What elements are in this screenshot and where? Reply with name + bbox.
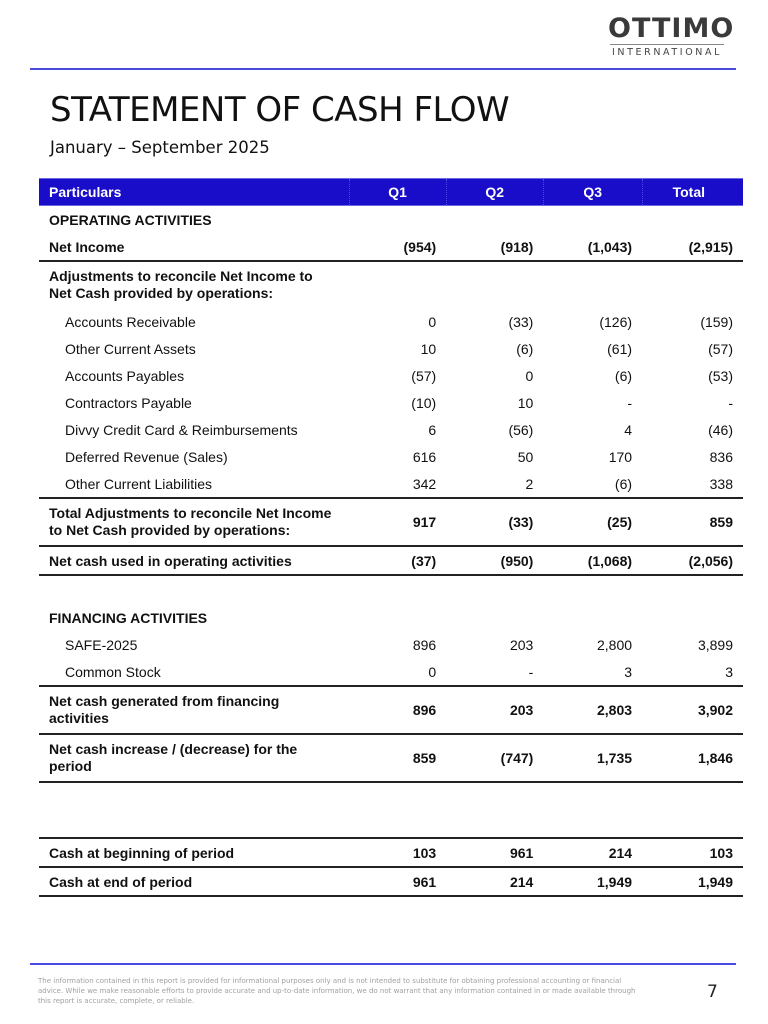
table-row-net-change (39, 734, 743, 782)
cell-q1: (37) (349, 546, 446, 575)
logo-subtitle: INTERNATIONAL (612, 47, 722, 58)
cell-total: (53) (708, 367, 733, 384)
cell-q2: 203 (446, 686, 543, 734)
cell-q2: (33) (446, 498, 543, 546)
column-header-q3: Q3 (543, 179, 642, 206)
cell-total: 859 (642, 498, 743, 546)
cell-total: (2,056) (642, 546, 743, 575)
row-label: Other Current Assets (65, 340, 196, 357)
spacer-row (39, 782, 743, 838)
table-row (39, 389, 743, 416)
section-label: OPERATING ACTIVITIES (49, 211, 212, 228)
page-subtitle: January – September 2025 (50, 138, 270, 157)
cell-total: 3 (642, 658, 743, 686)
cell-q3: 214 (543, 838, 642, 867)
cell-total: - (728, 394, 733, 411)
cell-q3: - (627, 394, 633, 411)
cell-q1: 896 (349, 686, 446, 734)
cell-q2: (33) (508, 313, 534, 330)
cell-q1: 6 (428, 421, 437, 438)
footer-disclaimer: The information contained in this report is provided for informational purposes only and is not intended to substitute for obtaining professional accounting or financial advice. While we make reasonable efforts to provide accurate and up-to-date information, we do not warrant that any information contained in or made available through this report is accurate, complete, or reliable. (38, 977, 636, 1005)
cell-q2: 10 (517, 394, 534, 411)
cell-q2: (6) (516, 340, 534, 357)
cell-q1: 859 (349, 734, 446, 782)
row-label: Accounts Receivable (65, 313, 196, 330)
table-row-total-adjustments (39, 498, 743, 546)
cell-q2: 214 (446, 867, 543, 896)
header-divider (30, 68, 736, 70)
cell-q1: (10) (411, 394, 437, 411)
spacer-row (39, 575, 743, 604)
cell-q1: 917 (349, 498, 446, 546)
column-header-q2: Q2 (446, 179, 543, 206)
cell-q1: (57) (411, 367, 437, 384)
cell-q2: (747) (446, 734, 543, 782)
cell-q3: (25) (543, 498, 642, 546)
table-row (39, 658, 743, 686)
cell-q1: 616 (412, 448, 437, 465)
cell-q1: 103 (349, 838, 446, 867)
adjustments-header-row (39, 261, 743, 308)
cash-flow-table (39, 178, 743, 897)
cell-q2: (918) (446, 233, 543, 261)
cell-q1: 961 (349, 867, 446, 896)
row-label: Net cash increase / (decrease) for the period (39, 734, 349, 782)
cell-q3: 3 (543, 658, 642, 686)
table-header-row (39, 179, 743, 206)
row-label: Total Adjustments to reconcile Net Income to Net Cash provided by operations: (39, 498, 349, 546)
cell-total: 338 (642, 470, 743, 498)
row-label: Accounts Payables (65, 367, 185, 384)
cell-q2: - (446, 658, 543, 686)
row-label: Net cash used in operating activities (39, 546, 349, 575)
cell-q2: 961 (446, 838, 543, 867)
cell-q2: 203 (509, 636, 534, 653)
cell-q3: (1,043) (543, 233, 642, 261)
cell-total: 3,902 (642, 686, 743, 734)
column-header-particulars: Particulars (39, 179, 349, 206)
cell-q3: 2,800 (597, 636, 633, 653)
row-label: Divvy Credit Card & Reimbursements (65, 421, 298, 438)
cell-q3: 4 (624, 421, 633, 438)
page-title: STATEMENT OF CASH FLOW (50, 90, 510, 130)
cell-q3: 1,735 (543, 734, 642, 782)
logo-divider (610, 44, 724, 45)
table-row-cash-end (39, 867, 743, 896)
cell-q3: (6) (614, 367, 633, 384)
cell-total: 836 (709, 448, 733, 465)
cell-total: (46) (708, 421, 733, 438)
logo-wordmark: OTTIMO (608, 13, 735, 44)
section-header-financing (39, 604, 743, 631)
table-row (39, 470, 743, 498)
cell-q2: (950) (446, 546, 543, 575)
cell-q3: 2,803 (543, 686, 642, 734)
section-label: FINANCING ACTIVITIES (49, 609, 208, 626)
row-label: Deferred Revenue (Sales) (65, 448, 228, 465)
cell-q3: (61) (607, 340, 633, 357)
cell-q1: 896 (412, 636, 437, 653)
table-row (39, 362, 743, 389)
table-row-net-cash-operating (39, 546, 743, 575)
cell-total: 3,899 (697, 636, 733, 653)
cell-q1: 0 (428, 313, 437, 330)
cell-q3: 170 (608, 448, 633, 465)
row-label: Cash at beginning of period (39, 838, 349, 867)
column-header-total: Total (642, 179, 743, 206)
row-label: Net Income (39, 233, 349, 261)
row-label: Other Current Liabilities (39, 470, 349, 498)
table-row (39, 416, 743, 443)
footer-divider (30, 963, 736, 965)
cell-q1: 10 (420, 340, 437, 357)
table-row (39, 443, 743, 470)
table-row (39, 335, 743, 362)
table-row (39, 308, 743, 335)
row-label: SAFE-2025 (65, 636, 138, 653)
cell-total: (2,915) (642, 233, 743, 261)
cell-q2: 0 (525, 367, 534, 384)
cell-q3: (1,068) (543, 546, 642, 575)
column-header-q1: Q1 (349, 179, 446, 206)
cell-q2: (56) (508, 421, 534, 438)
table-row-cash-beginning (39, 838, 743, 867)
row-label: Cash at end of period (39, 867, 349, 896)
cell-total: 1,846 (642, 734, 743, 782)
cell-total: (159) (700, 313, 733, 330)
cell-total: 1,949 (642, 867, 743, 896)
row-label: Common Stock (39, 658, 349, 686)
page-number: 7 (707, 982, 718, 1002)
cell-total: 103 (642, 838, 743, 867)
table-row-net-income (39, 233, 743, 261)
cell-q2: 50 (517, 448, 534, 465)
row-label: Contractors Payable (65, 394, 192, 411)
cell-total: (57) (708, 340, 733, 357)
row-label: Adjustments to reconcile Net Income to Net Cash provided by operations: (49, 268, 313, 301)
cell-q3: (6) (543, 470, 642, 498)
cell-q1: (954) (349, 233, 446, 261)
cell-q1: 342 (349, 470, 446, 498)
table-row (39, 631, 743, 658)
row-label: Net cash generated from financing activities (39, 686, 349, 734)
section-header-operating (39, 206, 743, 234)
table-row-net-cash-financing (39, 686, 743, 734)
cell-q3: 1,949 (543, 867, 642, 896)
cell-q1: 0 (349, 658, 446, 686)
company-logo (608, 13, 735, 59)
cell-q3: (126) (599, 313, 633, 330)
cell-q2: 2 (446, 470, 543, 498)
